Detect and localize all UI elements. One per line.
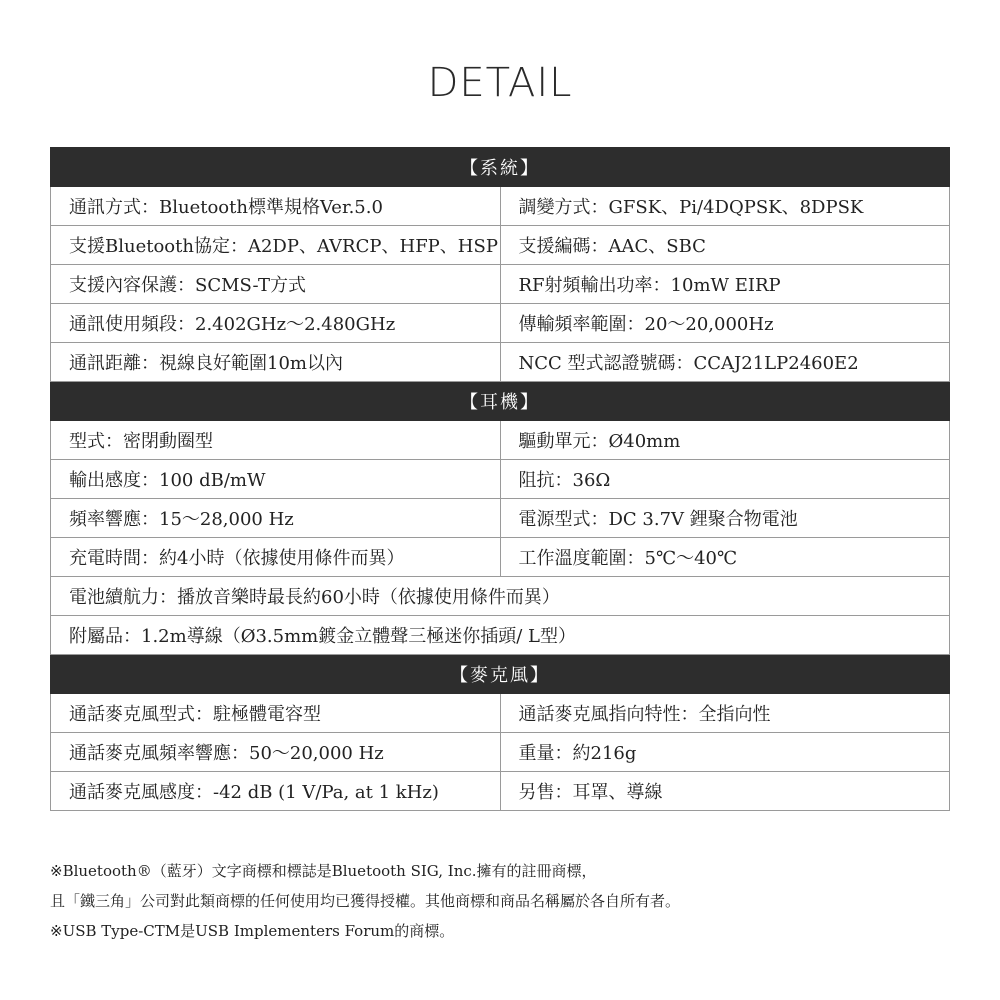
- section-header-headphone: [51, 382, 950, 421]
- table-row: [51, 772, 950, 811]
- table-row: [51, 226, 950, 265]
- table-row: [51, 499, 950, 538]
- spec-cell: 通話麥克風指向特性：全指向性: [500, 694, 950, 733]
- table-row: [51, 577, 950, 616]
- spec-table: [50, 147, 950, 811]
- table-row: [51, 694, 950, 733]
- table-row: [51, 616, 950, 655]
- spec-cell: 另售：耳罩、導線: [500, 772, 950, 811]
- section-header-microphone: [51, 655, 950, 694]
- spec-cell: 阻抗：36Ω: [500, 460, 950, 499]
- spec-cell: 通訊距離：視線良好範圍10m以內: [51, 343, 501, 382]
- spec-cell: 型式：密閉動圈型: [51, 421, 501, 460]
- spec-cell: 電源型式：DC 3.7V 鋰聚合物電池: [500, 499, 950, 538]
- section-title: 【耳機】: [51, 382, 950, 421]
- footnote-trademark-bluetooth: ※Bluetooth®（藍牙）文字商標和標誌是Bluetooth SIG, Inc.擁有的註冊商標，: [50, 862, 597, 880]
- footnote-trademark-usb: ※USB Type-CTM是USB Implementers Forum的商標。: [50, 922, 455, 940]
- section-header-system: [51, 148, 950, 187]
- footnote-trademark-authorization: 且「鐵三角」公司對此類商標的任何使用均已獲得授權。其他商標和商品名稱屬於各自所有者。: [50, 892, 681, 910]
- spec-cell-accessories: 附屬品：1.2m導線（Ø3.5mm鍍金立體聲三極迷你插頭/ L型）: [51, 616, 950, 655]
- spec-cell: 通話麥克風頻率響應：50～20,000 Hz: [51, 733, 501, 772]
- table-row: [51, 460, 950, 499]
- spec-cell: 傳輸頻率範圍：20～20,000Hz: [500, 304, 950, 343]
- spec-cell: 通訊方式：Bluetooth標準規格Ver.5.0: [51, 187, 501, 226]
- spec-cell: RF射頻輸出功率：10mW EIRP: [500, 265, 950, 304]
- spec-cell: 支援編碼：AAC、SBC: [500, 226, 950, 265]
- section-title: 【麥克風】: [51, 655, 950, 694]
- spec-cell: 充電時間：約4小時（依據使用條件而異）: [51, 538, 501, 577]
- spec-cell: 支援Bluetooth協定：A2DP、AVRCP、HFP、HSP: [51, 226, 501, 265]
- footnotes: [50, 856, 950, 946]
- spec-cell: 頻率響應：15～28,000 Hz: [51, 499, 501, 538]
- spec-cell: 工作溫度範圍：5℃～40℃: [500, 538, 950, 577]
- spec-cell-battery-life: 電池續航力：播放音樂時最長約60小時（依據使用條件而異）: [51, 577, 950, 616]
- spec-cell: 支援內容保護：SCMS-T方式: [51, 265, 501, 304]
- table-row: [51, 187, 950, 226]
- page-title: DETAIL: [427, 60, 573, 106]
- spec-cell: 重量：約216g: [500, 733, 950, 772]
- section-title: 【系統】: [51, 148, 950, 187]
- table-row: [51, 733, 950, 772]
- table-row: [51, 421, 950, 460]
- table-row: [51, 538, 950, 577]
- spec-cell: NCC 型式認證號碼：CCAJ21LP2460E2: [500, 343, 950, 382]
- table-row: [51, 304, 950, 343]
- spec-cell: 驅動單元：Ø40mm: [500, 421, 950, 460]
- spec-cell: 通話麥克風感度：-42 dB (1 V/Pa, at 1 kHz): [51, 772, 501, 811]
- table-row: [51, 265, 950, 304]
- table-row: [51, 343, 950, 382]
- spec-cell: 通訊使用頻段：2.402GHz～2.480GHz: [51, 304, 501, 343]
- spec-cell: 輸出感度：100 dB/mW: [51, 460, 501, 499]
- spec-cell: 通話麥克風型式：駐極體電容型: [51, 694, 501, 733]
- spec-cell: 調變方式：GFSK、Pi/4DQPSK、8DPSK: [500, 187, 950, 226]
